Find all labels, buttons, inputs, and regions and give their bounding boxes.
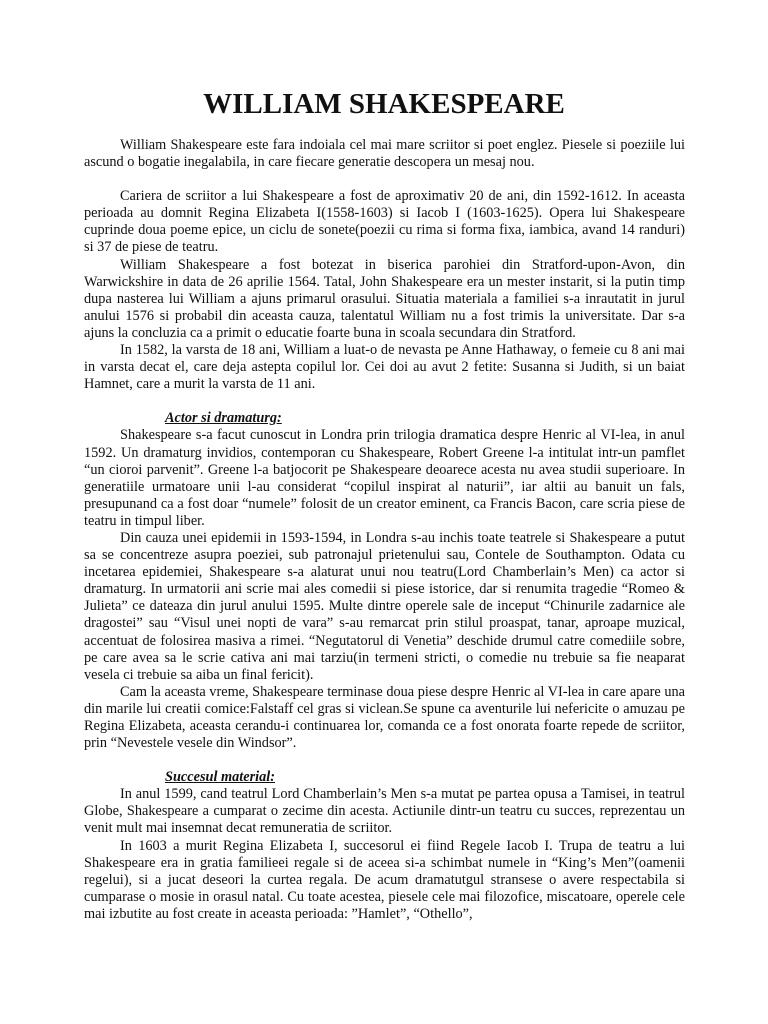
section-heading-actor: Actor si dramaturg:: [165, 410, 282, 427]
paragraph-kings-men: In 1603 a murit Regina Elizabeta I, succesorul ei fiind Regele Iacob I. Trupa de teatru a lui Shakespeare era in gratia familieei regale si de aceea si-a schimbat numele in “King’s Men”(oamenii regelui), si a jucat deseori la curtea regala. De acum dramatutgul stransese o avere respectabila si cumparase o mosie in orasul natal. Cu toate acestea, piesele cele mai filozofice, miscatoare, operele cele mai izbutite au fost create in aceasta perioada: ”Hamlet”, “Othello”,: [84, 837, 685, 922]
paragraph-globe: In anul 1599, cand teatrul Lord Chamberlain’s Men s-a mutat pe partea opusa a Tamisei, in teatrul Globe, Shakespeare a cumparat o zecime din acesta. Actiunile dintr-un teatru cu succes, reprezentau un venit mult mai insemnat decat remuneratia de scriitor.: [84, 786, 685, 837]
paragraph-marriage: In 1582, la varsta de 18 ani, William a luat-o de nevasta pe Anne Hathaway, o femeie cu 8 ani mai in varsta decat el, care deja astepta copilul lor. Cei doi au avut 2 fetite: Susanna si Judith, si un baiat Hamnet, care a murit la varsta de 11 ani.: [84, 342, 685, 393]
document-title: WILLIAM SHAKESPEARE: [203, 88, 565, 120]
paragraph-career: Cariera de scriitor a lui Shakespeare a fost de aproximativ 20 de ani, din 1592-1612. In aceasta perioada au domnit Regina Elizabeta I(1558-1603) si Iacob I (1603-1625). Opera lui Shakespeare cuprinde doua poeme epice, un ciclu de sonete(poezii cu rima si forma fixa, iambica, avand 14 randuri) si 37 de piese de teatru.: [84, 188, 685, 256]
paragraph-falstaff: Cam la aceasta vreme, Shakespeare terminase doua piese despre Henric al VI-lea in care apare una din marile lui creatii comice:Falstaff cel gras si viclean.Se spune ca aventurile lui nefericite o amuzau pe Regina Elizabeta, aceasta cerandu-i continuarea lor, comanda ce a fost onorata foarte repede de scriitor, prin “Nevestele vesele din Windsor”.: [84, 683, 685, 752]
paragraph-gap: [84, 171, 685, 188]
paragraph-intro: William Shakespeare este fara indoiala cel mai mare scriitor si poet englez. Piesele si poeziile lui ascund o bogatie inegalabila, in care fiecare generatie descopera un mesaj nou.: [84, 137, 685, 171]
paragraph-epidemic: Din cauza unei epidemii in 1593-1594, in Londra s-au inchis toate teatrele si Shakespeare a putut sa se concentreze asupra poeziei, sub patronajul prietenului sau, Contele de Southampton. Odata cu incetarea epidemiei, Shakespeare s-a alaturat unui nou teatru(Lord Chamberlain’s Men) ca actor si dramaturg. In urmatorii ani scrie mai ales comedii si piese istorice, dar si renumita tragedie “Romeo & Julieta” ce dateaza din jurul anului 1595. Multe dintre operele sale de inceput “Chinurile zadarnice ale dragostei” sau “Visul unei nopti de vara” s-au remarcat prin stilul proaspat, tanar, aproape muzical, accentuat de folosirea masiva a rimei. “Negutatorul di Venetia” deschide drumul catre comediile sobre, pe care avea sa le scrie cativa ani mai tarziu(in termeni stricti, o comedie nu trebuie sa fie neaparat vesela ci trebuie sa aiba un final fericit).: [84, 529, 685, 683]
paragraph-london: Shakespeare s-a facut cunoscut in Londra prin trilogia dramatica despre Henric al VI-lea, in anul 1592. Un dramaturg invidios, contemporan cu Shakespeare, Robert Greene l-a intitulat intr-un pamflet “un cioroi parvenit”. Greene l-a batjocorit pe Shakespeare deoarece acesta nu avea studii superioare. In generatiile urmatoare unii l-au considerat “copilul inspirat al naturii”, iar altii au banuit un fals, presupunand ca a fost doar “numele” folosit de un creator eminent, ca Francis Bacon, care scria piese de teatru in timpul liber.: [84, 427, 685, 529]
section-heading-success: Succesul material:: [165, 769, 276, 786]
paragraph-gap: [84, 393, 685, 410]
paragraph-birth: William Shakespeare a fost botezat in biserica parohiei din Stratford-upon-Avon, din Warwickshire in data de 26 aprilie 1564. Tatal, John Shakespeare era un mester instarit, si la putin timp dupa nasterea lui William a ajuns primarul orasului. Situatia materiala a familiei s-a inrautatit in jurul anului 1576 si probabil din aceasta cauza, talentatul William nu a fost trimis la universitate. Dar s-a ajuns la concluzia ca a primit o educatie foarte buna in scoala secundara din Stratford.: [84, 256, 685, 341]
paragraph-gap: [84, 752, 685, 769]
document-body: [84, 137, 685, 923]
